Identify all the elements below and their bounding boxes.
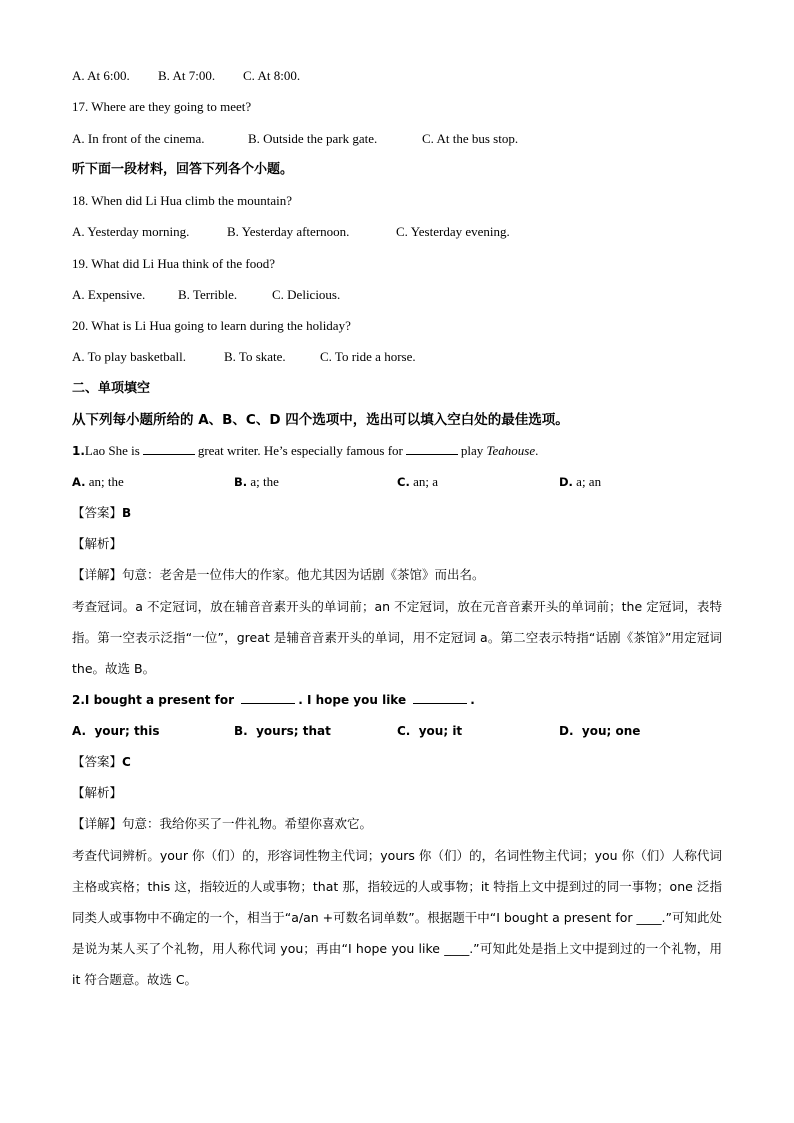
q20-option-b: B. To skate. [224, 349, 286, 364]
q2-answer [72, 753, 131, 771]
q17-option-c: C. At the bus stop. [422, 131, 519, 146]
q19-option-a: A. Expensive. [72, 287, 146, 302]
q1-text-c: play [460, 443, 484, 458]
q19-option-b: B. Terrible. [178, 287, 238, 302]
q1-text-e: . [535, 443, 539, 458]
q16-option-a: A. At 6:00. [72, 68, 130, 83]
q2-option-c: C. you; it [397, 724, 463, 738]
q2-explanation: 考查代词辨析。your 你（们）的，形容词性物主代词；yours 你（们）的，名词性物主代词；you 你（们）人称代词主格或宾格；this 这，指较近的人或事物；that 那，指较远的人或事物；it 特指上文中提到过的同一事物；one 泛指同类人或事物中不确定的一个，相当于“a/an +可数名词单数”。根据题干中“I bought a present for ____.”可知此处是说为某人买了个礼物，用人称代词 you；再由“I hope you like ____.”可知此处是指上文中提到过的一个礼物，用 it 符合题意。故选 C。 [72, 848, 722, 987]
q1-option-c: C. an; a [397, 474, 438, 489]
q1-blank-2 [406, 442, 458, 455]
q19-option-c: C. Delicious. [272, 287, 341, 302]
listening-section-heading: 听下面一段材料，回答下列各个小题。 [72, 162, 294, 177]
q1-answer [72, 504, 131, 522]
q1-answer-value: B [122, 506, 132, 520]
q1-option-b: B. a; the [234, 474, 279, 489]
q16-option-b: B. At 7:00. [158, 68, 216, 83]
q20-option-a: A. To play basketball. [72, 349, 187, 364]
q18-question: 18. When did Li Hua climb the mountain? [72, 193, 292, 208]
q2-text-b: . I hope you like [298, 693, 407, 707]
q1-detail-label: 【详解】 [72, 567, 123, 582]
q1-question [72, 442, 538, 460]
q1-title-teahouse: Teahouse [486, 443, 536, 458]
q2-detail [72, 815, 372, 833]
q2-text-c: . [470, 693, 475, 707]
q18-option-b: B. Yesterday afternoon. [227, 224, 350, 239]
q20-option-c: C. To ride a horse. [320, 349, 416, 364]
q19-question: 19. What did Li Hua think of the food? [72, 256, 276, 271]
q2-option-b: B. yours; that [234, 724, 331, 738]
q17-question: 17. Where are they going to meet? [72, 99, 252, 114]
q1-detail [72, 566, 485, 584]
q17-option-b: B. Outside the park gate. [248, 131, 378, 146]
q2-text-a: I bought a present for [84, 693, 235, 707]
q18-option-a: A. Yesterday morning. [72, 224, 190, 239]
q2-detail-label: 【详解】 [72, 816, 123, 831]
q1-text-a: Lao She is [84, 443, 140, 458]
q2-answer-label: 【答案】 [72, 754, 123, 769]
q1-detail-text: 句意：老舍是一位伟大的作家。他尤其因为话剧《茶馆》而出名。 [122, 567, 485, 582]
q20-question: 20. What is Li Hua going to learn during the holiday? [72, 318, 351, 333]
q2-option-d: D. you; one [559, 724, 641, 738]
q2-detail-text: 句意：我给你买了一件礼物。希望你喜欢它。 [122, 816, 373, 831]
q2-number: 2. [72, 693, 85, 707]
q2-answer-value: C [122, 755, 131, 769]
q1-text-b: great writer. He’s especially famous for [197, 443, 403, 458]
part2-instruction: 从下列每小题所给的 A、B、C、D 四个选项中，选出可以填入空白处的最佳选项。 [72, 412, 569, 428]
part2-title: 二、单项填空 [72, 381, 151, 396]
q1-number: 1. [72, 444, 85, 458]
q1-option-a: A. an; the [72, 474, 124, 489]
q2-blank-1 [241, 691, 295, 704]
q2-analysis-label: 【解析】 [72, 785, 123, 800]
q1-analysis-label: 【解析】 [72, 536, 123, 551]
q1-answer-label: 【答案】 [72, 505, 123, 520]
q17-option-a: A. In front of the cinema. [72, 131, 205, 146]
q2-option-a: A. your; this [72, 724, 160, 738]
q2-blank-2 [413, 691, 467, 704]
q2-question [72, 691, 475, 709]
q18-option-c: C. Yesterday evening. [396, 224, 510, 239]
q1-blank-1 [143, 442, 195, 455]
q16-option-c: C. At 8:00. [243, 68, 301, 83]
q1-option-d: D. a; an [559, 474, 602, 489]
q1-explanation: 考查冠词。a 不定冠词，放在辅音音素开头的单词前；an 不定冠词，放在元音音素开头的单词前；the 定冠词，表特指。第一空表示泛指“一位”，great 是辅音音素开头的单词，用不定冠词 a。第二空表示特指“话剧《茶馆》”用定冠词 the。故选 B。 [72, 599, 722, 676]
